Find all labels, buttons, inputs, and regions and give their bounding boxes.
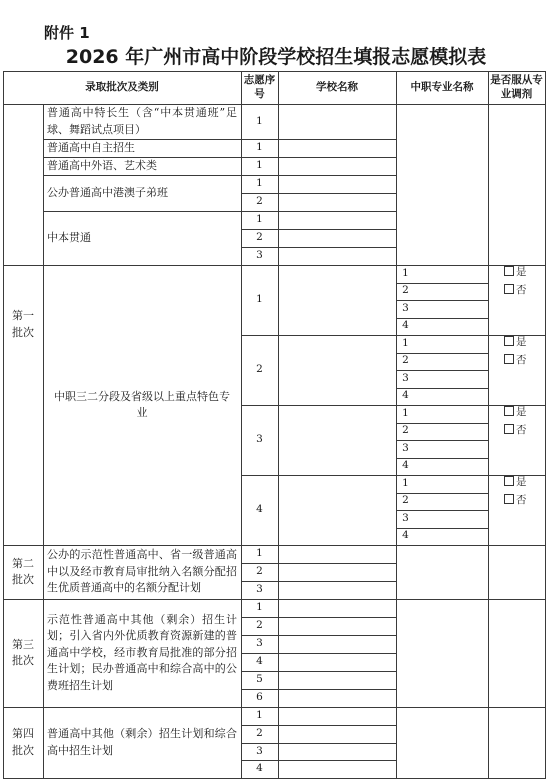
sub-seq-number: 3 [402,301,409,314]
header-major: 中职专业名称 [410,80,474,93]
checkbox-label: 是 [516,476,527,488]
table-rule [278,71,279,779]
sub-seq-number: 4 [402,319,409,332]
sub-seq-number: 2 [402,284,409,297]
sub-seq-number: 1 [402,476,409,489]
batch-label: 第四批次 [12,727,34,757]
sub-seq-number: 2 [402,424,409,437]
checkbox-yes[interactable] [504,335,527,351]
seq-number: 1 [256,709,263,721]
seq-number: 6 [256,691,263,704]
attachment-label: 附件 1 [44,24,90,42]
sub-seq-number: 4 [402,529,409,542]
checkbox-no[interactable] [504,283,527,299]
checkbox-square-icon[interactable] [504,406,514,416]
seq-number: 2 [256,726,263,739]
category-label: 普通高中其他（剩余）招生计划和综合高中招生计划 [47,727,237,757]
table-rule [545,71,546,779]
category-label: 公办的示范性普通高中、省一级普通高中以及经市教育局审批纳入名额分配招生优质普通高中的名额分配计划 [47,548,237,595]
checkbox-square-icon[interactable] [504,494,514,504]
application-form-table [3,71,545,778]
seq-number: 4 [256,503,263,516]
checkbox-label: 否 [516,493,527,506]
seq-number: 3 [256,744,263,757]
seq-number: 5 [256,673,263,686]
category-label: 示范性普通高中其他（剩余）招生计划；引入省内外优质教育资源新建的普通高中学校，经市教育局批准的部分招生计划；民办普通高中和综合高中的公费班招生计划 [47,612,237,692]
seq-number: 3 [256,637,263,650]
sub-seq-number: 3 [402,511,409,524]
checkbox-no[interactable] [504,423,527,439]
category-label: 普通高中自主招生 [47,140,135,154]
seq-number: 3 [256,249,263,262]
category-label: 公办普通高中港澳子弟班 [47,185,168,199]
seq-number: 4 [256,655,263,668]
seq-number: 3 [256,583,263,596]
category-label: 中本贯通 [47,230,91,244]
checkbox-square-icon[interactable] [504,424,514,434]
seq-number: 2 [256,231,263,244]
seq-number: 1 [256,141,263,154]
table-rule [3,778,546,779]
seq-number: 2 [256,619,263,632]
checkbox-square-icon[interactable] [504,266,514,276]
checkbox-square-icon[interactable] [504,354,514,364]
adjust-choice-group[interactable] [488,405,545,475]
checkbox-yes[interactable] [504,475,527,491]
category-label: 普通高中特长生（含“中本贯通班”足球、舞蹈试点项目） [47,106,237,136]
header-category: 录取批次及类别 [85,80,159,93]
checkbox-yes[interactable] [504,405,527,421]
seq-number: 2 [256,195,263,208]
page-title: 2026 年广州市高中阶段学校招生填报志愿模拟表 [65,46,487,68]
sub-seq-number: 3 [402,441,409,454]
sub-seq-number: 3 [402,371,409,384]
batch-label: 第三批次 [12,637,34,667]
checkbox-square-icon[interactable] [504,284,514,294]
seq-number: 4 [256,762,263,775]
sub-seq-number: 1 [402,266,409,279]
adjust-choice-group[interactable] [488,265,545,335]
header-adjust: 是否服从专业调剂 [490,73,543,100]
checkbox-square-icon[interactable] [504,476,514,486]
checkbox-label: 否 [516,283,527,296]
category-label: 中职三二分段及省级以上重点特色专业 [54,389,230,419]
checkbox-no[interactable] [504,493,527,509]
seq-number: 1 [256,114,263,127]
seq-number: 1 [256,159,263,172]
adjust-choice-group[interactable] [488,335,545,405]
checkbox-label: 是 [516,406,527,418]
seq-number: 3 [256,433,263,446]
category-label: 普通高中外语、艺术类 [47,158,157,172]
batch-label: 第一批次 [12,309,34,339]
header-school: 学校名称 [316,80,358,93]
checkbox-square-icon[interactable] [504,336,514,346]
sub-seq-number: 4 [402,459,409,472]
checkbox-label: 否 [516,423,527,436]
checkbox-label: 是 [516,336,527,348]
checkbox-label: 否 [516,353,527,366]
sub-seq-number: 1 [402,406,409,419]
seq-number: 2 [256,363,263,376]
checkbox-label: 是 [516,266,527,278]
seq-number: 1 [256,293,263,306]
checkbox-yes[interactable] [504,265,527,281]
seq-number: 1 [256,547,263,560]
adjust-choice-group[interactable] [488,475,545,545]
seq-number: 2 [256,565,263,578]
sub-seq-number: 4 [402,389,409,402]
sub-seq-number: 1 [402,336,409,349]
seq-number: 1 [256,213,263,226]
sub-seq-number: 2 [402,354,409,367]
batch-label: 第二批次 [12,556,34,586]
sub-seq-number: 2 [402,494,409,507]
header-seq: 志愿序号 [243,73,276,100]
checkbox-no[interactable] [504,353,527,369]
seq-number: 1 [256,177,263,190]
seq-number: 1 [256,601,263,614]
